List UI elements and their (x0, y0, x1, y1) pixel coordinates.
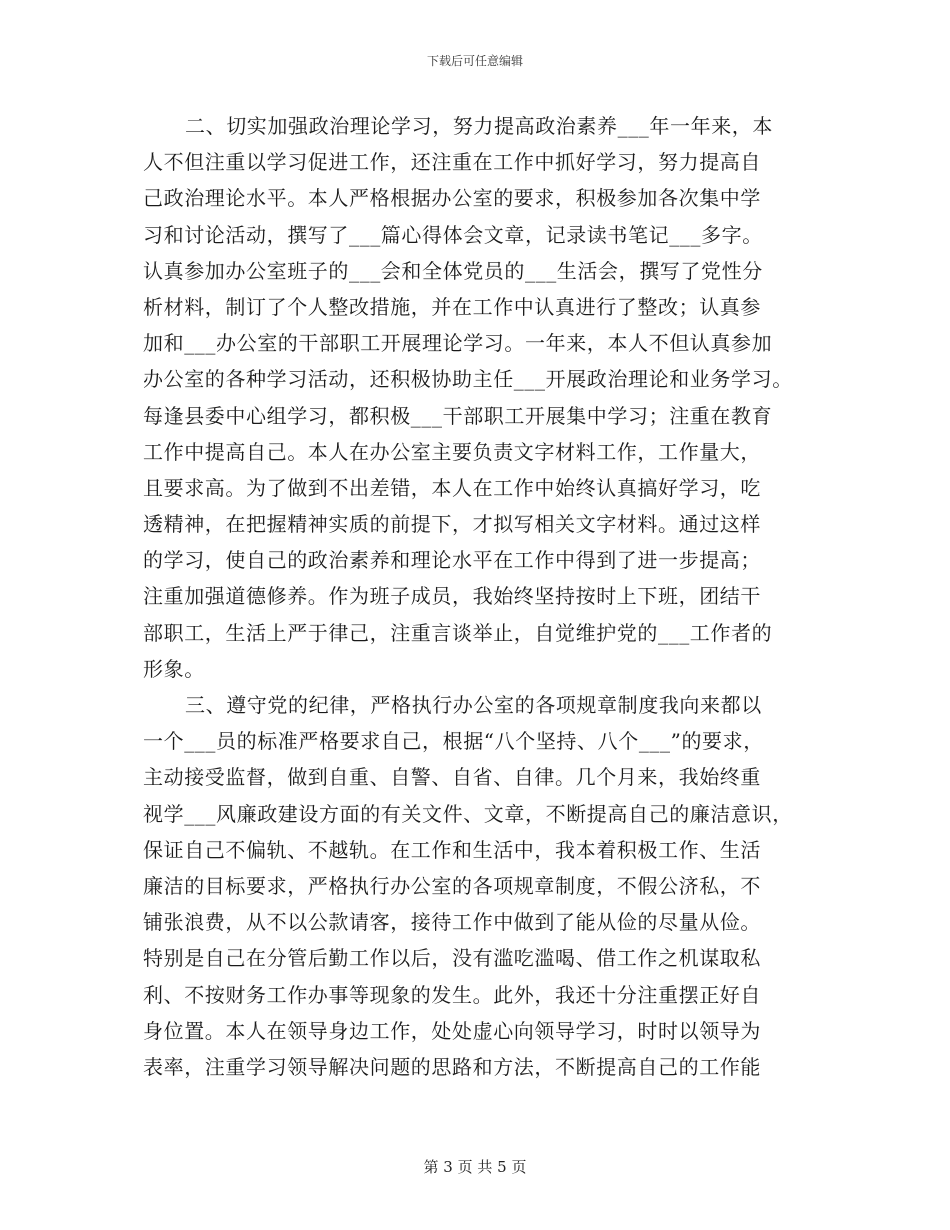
text-line: 析材料，制订了个人整改措施，并在工作中认真进行了整改；认真参 (143, 294, 761, 319)
text-line: 加和___办公室的干部职工开展理论学习。一年来，本人不但认真参加 (143, 331, 773, 356)
text-line: 特别是自己在分管后勤工作以后，没有滥吃滥喝、借工作之机谋取私 (143, 946, 761, 971)
text-line: 己政治理论水平。本人严格根据办公室的要求，积极参加各次集中学 (143, 186, 761, 211)
text-line: 形象。 (143, 656, 205, 681)
text-line: 视学___风廉政建设方面的有关文件、文章，不断提高自己的廉洁意识， (143, 801, 793, 826)
text-line: 一个___员的标准严格要求自己，根据“八个坚持、八个___”的要求， (143, 729, 764, 754)
text-line: 身位置。本人在领导身边工作，处处虚心向领导学习，时时以领导为 (143, 1018, 761, 1043)
text-line: 注重加强道德修养。作为班子成员，我始终坚持按时上下班，团结干 (143, 584, 761, 609)
page-footer: 第 3 页 共 5 页 (423, 1158, 527, 1176)
text-line: 习和讨论活动，撰写了___篇心得体会文章，记录读书笔记___多字。 (143, 222, 763, 247)
text-line: 办公室的各种学习活动，还积极协助主任___开展政治理论和业务学习。 (143, 367, 793, 392)
text-line: 每逢县委中心组学习，都积极___干部职工开展集中学习；注重在教育 (143, 403, 773, 428)
text-line: 工作中提高自己。本人在办公室主要负责文字材料工作，工作量大， (143, 439, 761, 464)
text-line: 表率，注重学习领导解决问题的思路和方法，不断提高自己的工作能 (143, 1054, 761, 1079)
text-line: 三、遵守党的纪律，严格执行办公室的各项规章制度我向来都以 (185, 693, 762, 717)
page-header: 下载后可任意编辑 (426, 54, 523, 68)
text-line: 保证自己不偏轨、不越轨。在工作和生活中，我本着积极工作、生活 (143, 837, 761, 862)
text-line: 透精神，在把握精神实质的前提下，才拟写相关文字材料。通过这样 (143, 512, 761, 537)
text-line: 铺张浪费，从不以公款请客，接待工作中做到了能从俭的尽量从俭。 (143, 910, 761, 935)
text-line: 人不但注重以学习促进工作，还注重在工作中抓好学习，努力提高自 (143, 150, 761, 175)
text-line: 认真参加办公室班子的___会和全体党员的___生活会，撰写了党性分 (143, 258, 763, 283)
text-line: 利、不按财务工作办事等现象的发生。此外，我还十分注重摆正好自 (143, 982, 761, 1007)
text-line: 二、切实加强政治理论学习，努力提高政治素养___年一年来，本 (185, 114, 773, 138)
text-line: 廉洁的目标要求，严格执行办公室的各项规章制度，不假公济私，不 (143, 873, 761, 898)
text-line: 且要求高。为了做到不出差错，本人在工作中始终认真搞好学习，吃 (143, 475, 761, 500)
text-line: 的学习，使自己的政治素养和理论水平在工作中得到了进一步提高； (143, 548, 761, 573)
text-line: 部职工，生活上严于律己，注重言谈举止，自觉维护党的___工作者的 (143, 620, 773, 645)
document-body (143, 108, 823, 1085)
text-line: 主动接受监督，做到自重、自警、自省、自律。几个月来，我始终重 (143, 765, 761, 790)
